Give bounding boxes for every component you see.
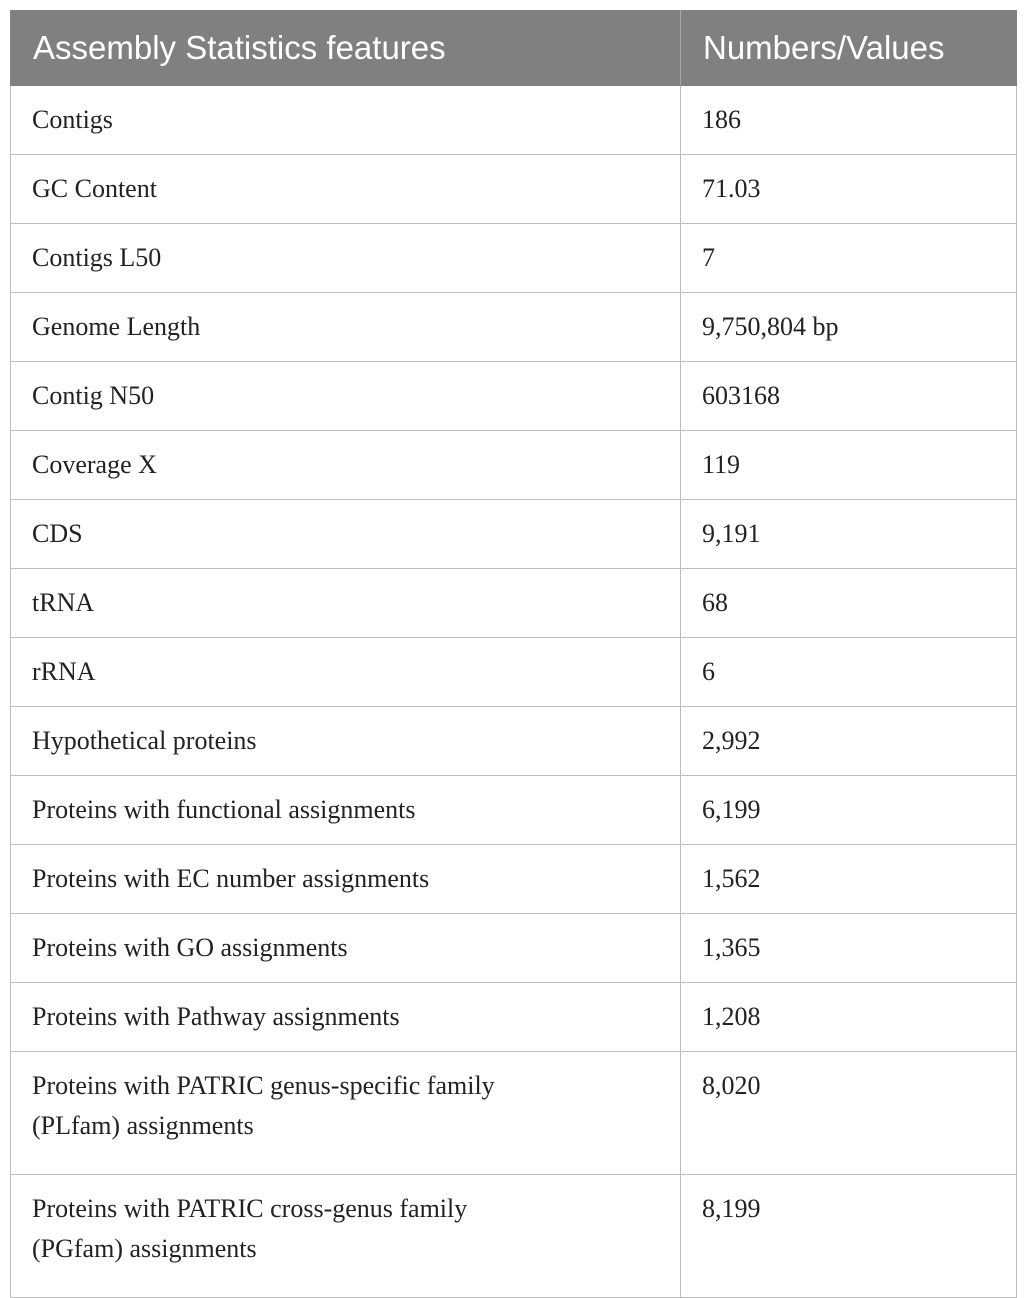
value-cell: 68: [681, 569, 1017, 638]
table-row: [11, 638, 1017, 707]
value-cell: 1,365: [681, 914, 1017, 983]
value-cell: 6,199: [681, 776, 1017, 845]
value-cell: 603168: [681, 362, 1017, 431]
value-cell: 71.03: [681, 155, 1017, 224]
table-row: [11, 362, 1017, 431]
header-row: [11, 11, 1017, 86]
column-header-values: Numbers/Values: [681, 11, 1017, 86]
table-row: [11, 500, 1017, 569]
feature-cell: Contigs: [11, 86, 681, 155]
value-cell: 8,199: [681, 1175, 1017, 1298]
column-header-features: Assembly Statistics features: [11, 11, 681, 86]
table-row: [11, 914, 1017, 983]
table-row: [11, 155, 1017, 224]
feature-cell-text: Proteins with PATRIC cross-genus family (PGfam) assignments: [32, 1194, 468, 1263]
feature-cell: CDS: [11, 500, 681, 569]
table-row: [11, 983, 1017, 1052]
value-cell: 9,191: [681, 500, 1017, 569]
feature-cell: Contigs L50: [11, 224, 681, 293]
table-header: [11, 11, 1017, 86]
value-cell: 8,020: [681, 1052, 1017, 1175]
feature-cell: Proteins with Pathway assignments: [11, 983, 681, 1052]
table-body: [11, 86, 1017, 1298]
assembly-statistics-table-container: [10, 10, 1016, 1298]
feature-cell: [11, 1052, 681, 1175]
table-row: [11, 776, 1017, 845]
value-cell: 9,750,804 bp: [681, 293, 1017, 362]
table-row: [11, 224, 1017, 293]
table-row: [11, 86, 1017, 155]
feature-cell: Coverage X: [11, 431, 681, 500]
table-row: [11, 1052, 1017, 1175]
feature-cell: Hypothetical proteins: [11, 707, 681, 776]
value-cell: 119: [681, 431, 1017, 500]
value-cell: 6: [681, 638, 1017, 707]
feature-cell: Proteins with GO assignments: [11, 914, 681, 983]
table-row: [11, 293, 1017, 362]
value-cell: 1,562: [681, 845, 1017, 914]
table-row: [11, 845, 1017, 914]
table-row: [11, 1175, 1017, 1298]
assembly-statistics-table: [10, 10, 1017, 1298]
feature-cell: Proteins with EC number assignments: [11, 845, 681, 914]
feature-cell: tRNA: [11, 569, 681, 638]
value-cell: 186: [681, 86, 1017, 155]
feature-cell: Proteins with functional assignments: [11, 776, 681, 845]
feature-cell: Contig N50: [11, 362, 681, 431]
table-row: [11, 431, 1017, 500]
table-row: [11, 569, 1017, 638]
feature-cell: Genome Length: [11, 293, 681, 362]
table-row: [11, 707, 1017, 776]
value-cell: 7: [681, 224, 1017, 293]
feature-cell-text: Proteins with PATRIC genus-specific family (PLfam) assignments: [32, 1071, 495, 1140]
value-cell: 2,992: [681, 707, 1017, 776]
feature-cell: GC Content: [11, 155, 681, 224]
value-cell: 1,208: [681, 983, 1017, 1052]
feature-cell: [11, 1175, 681, 1298]
feature-cell: rRNA: [11, 638, 681, 707]
